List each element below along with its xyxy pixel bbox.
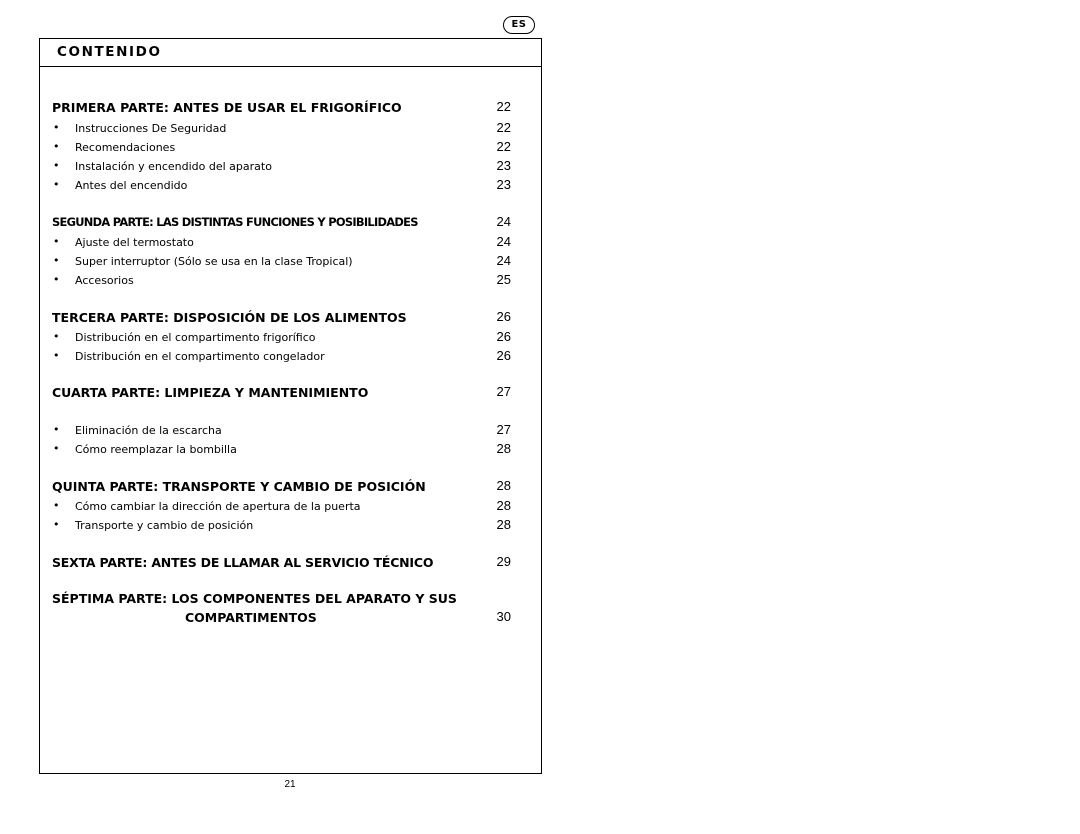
language-badge: ES — [503, 16, 535, 34]
bullet-icon: • — [53, 442, 60, 455]
list-item-page: 24 — [496, 253, 511, 268]
section-title: SÉPTIMA PARTE: LOS COMPONENTES DEL APARATO Y SUS — [52, 591, 457, 606]
contents-title: CONTENIDO — [57, 44, 162, 60]
list-item: Cómo reemplazar la bombilla — [75, 443, 237, 456]
bullet-icon: • — [53, 330, 60, 343]
section-page: 22 — [496, 99, 511, 114]
contents-frame — [39, 38, 542, 774]
list-item: Antes del encendido — [75, 179, 188, 192]
bullet-icon: • — [53, 254, 60, 267]
list-item-page: 23 — [496, 158, 511, 173]
list-item-page: 27 — [496, 422, 511, 437]
list-item-page: 28 — [496, 498, 511, 513]
list-item: Transporte y cambio de posición — [75, 519, 254, 532]
bullet-icon: • — [53, 518, 60, 531]
section-page: 26 — [496, 309, 511, 324]
section-title-continued: COMPARTIMENTOS — [185, 610, 317, 625]
list-item-page: 24 — [496, 234, 511, 249]
section-page: 28 — [496, 478, 511, 493]
bullet-icon: • — [53, 159, 60, 172]
section-title: QUINTA PARTE: TRANSPORTE Y CAMBIO DE POSICIÓN — [52, 479, 426, 494]
bullet-icon: • — [53, 178, 60, 191]
bullet-icon: • — [53, 235, 60, 248]
list-item: Super interruptor (Sólo se usa en la clase Tropical) — [75, 255, 353, 268]
list-item-page: 26 — [496, 348, 511, 363]
section-page: 30 — [496, 609, 511, 624]
list-item: Instalación y encendido del aparato — [75, 160, 272, 173]
list-item: Ajuste del termostato — [75, 236, 194, 249]
bullet-icon: • — [53, 273, 60, 286]
table-of-contents — [40, 39, 543, 773]
list-item-page: 25 — [496, 272, 511, 287]
list-item: Distribución en el compartimento congelador — [75, 350, 325, 363]
section-title: SEXTA PARTE: ANTES DE LLAMAR AL SERVICIO TÉCNICO — [52, 555, 434, 570]
section-page: 29 — [496, 554, 511, 569]
section-page: 27 — [496, 384, 511, 399]
list-item: Recomendaciones — [75, 141, 176, 154]
bullet-icon: • — [53, 349, 60, 362]
list-item-page: 22 — [496, 139, 511, 154]
bullet-icon: • — [53, 423, 60, 436]
bullet-icon: • — [53, 121, 60, 134]
list-item: Eliminación de la escarcha — [75, 424, 222, 437]
bullet-icon: • — [53, 499, 60, 512]
list-item: Cómo cambiar la dirección de apertura de la puerta — [75, 500, 361, 513]
section-title: PRIMERA PARTE: ANTES DE USAR EL FRIGORÍFICO — [52, 100, 402, 115]
list-item: Accesorios — [75, 274, 134, 287]
list-item-page: 26 — [496, 329, 511, 344]
list-item-page: 23 — [496, 177, 511, 192]
section-page: 24 — [496, 214, 511, 229]
list-item-page: 28 — [496, 517, 511, 532]
list-item: Distribución en el compartimento frigorífico — [75, 331, 316, 344]
section-title: SEGUNDA PARTE: LAS DISTINTAS FUNCIONES Y POSIBILIDADES — [52, 215, 418, 229]
section-title: TERCERA PARTE: DISPOSICIÓN DE LOS ALIMENTOS — [52, 310, 407, 325]
page-number: 21 — [284, 779, 296, 790]
bullet-icon: • — [53, 140, 60, 153]
list-item-page: 28 — [496, 441, 511, 456]
list-item-page: 22 — [496, 120, 511, 135]
list-item: Instrucciones De Seguridad — [75, 122, 227, 135]
section-title: CUARTA PARTE: LIMPIEZA Y MANTENIMIENTO — [52, 385, 369, 400]
